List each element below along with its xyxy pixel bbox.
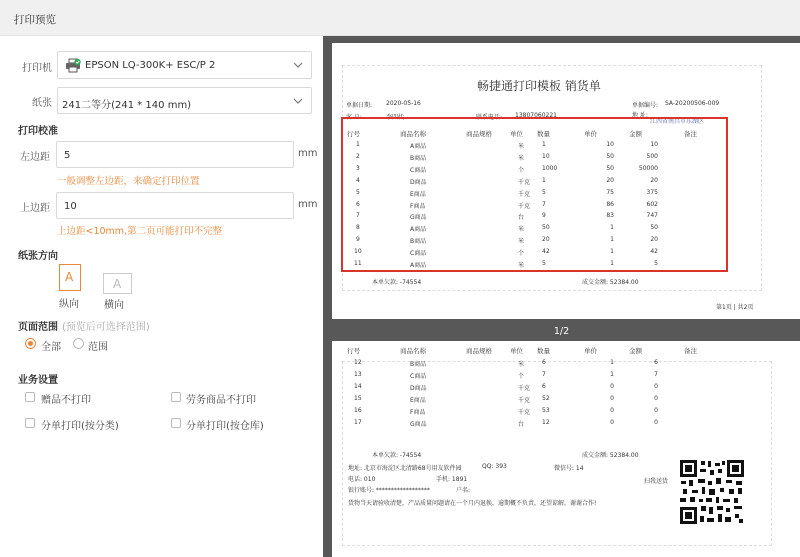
table-cell: 50 (606, 152, 614, 160)
table-cell: 5 (542, 188, 546, 196)
landscape-icon: A (113, 277, 122, 291)
table-cell: 75 (606, 188, 614, 196)
table-cell: 1 (610, 236, 614, 244)
p2-footer-debt: 本单欠款: -74554 (372, 452, 422, 459)
table-cell: 1 (542, 176, 546, 184)
table-cell: 375 (646, 188, 658, 196)
table-cell: 0 (610, 407, 614, 414)
window-title: 打印预览 (14, 14, 56, 26)
table-cell: B商品 (410, 361, 427, 368)
orientation-title: 纸张方向 (18, 251, 58, 262)
phone-label: 联系电话: (476, 114, 503, 121)
printer-icon (65, 58, 81, 76)
table-cell: 0 (610, 395, 614, 402)
printer-select[interactable] (57, 51, 312, 79)
table-header-cell: 数量 (537, 347, 550, 355)
qr-caption: 扫我送货 (644, 478, 669, 485)
table-cell: 1 (542, 141, 546, 148)
table-cell: 6 (542, 383, 546, 390)
table-cell: 1 (610, 248, 614, 256)
range-all-radio[interactable] (25, 338, 36, 349)
table-cell: 千克 (518, 385, 531, 392)
landscape-label: 横向 (104, 300, 124, 311)
left-margin-label: 左边距 (20, 152, 50, 163)
table-cell: 20 (606, 176, 614, 184)
table-cell: 20 (650, 176, 658, 184)
table-header-cell: 单价 (584, 130, 597, 138)
table-cell: 米 (518, 154, 525, 162)
table-cell: 台 (518, 421, 525, 428)
table-cell: 9 (356, 236, 360, 244)
chevron-down-icon (293, 60, 303, 70)
table-header-cell: 数量 (537, 130, 550, 138)
table-cell: 5 (356, 188, 360, 196)
opt-service-checkbox[interactable] (171, 392, 181, 402)
table-header-cell: 单价 (584, 347, 597, 355)
table-cell: 7 (542, 200, 546, 208)
table-cell: 米 (518, 238, 525, 246)
table-cell: 9 (542, 212, 546, 220)
calibration-title: 打印校准 (18, 126, 58, 137)
company-bank: 银行账号: ****************** (348, 487, 430, 494)
p1-footer-debt: 本单欠款: -74554 (372, 279, 422, 286)
table-cell: 747 (646, 212, 658, 220)
table-cell: 50 (542, 224, 550, 232)
table-cell: 52 (542, 395, 550, 402)
preview-page-2 (332, 341, 800, 557)
table-header-cell: 商品规格 (466, 347, 492, 355)
table-cell: 个 (518, 166, 525, 174)
page-range-title: 页面范围 (18, 322, 58, 333)
top-margin-unit: mm (298, 199, 318, 210)
table-header-cell: 商品规格 (466, 130, 492, 138)
table-cell: 2 (356, 152, 360, 160)
table-cell: 0 (610, 383, 614, 390)
table-cell: 10 (650, 141, 658, 148)
paper-select[interactable] (57, 87, 312, 114)
left-margin-unit: mm (298, 148, 318, 159)
table-cell: D商品 (410, 178, 427, 186)
company-account-name: 户名: (456, 487, 471, 494)
table-cell: 42 (542, 248, 550, 256)
table-header-cell: 金额 (629, 130, 642, 138)
table-header-cell: 行号 (347, 130, 360, 138)
table-cell: E商品 (410, 397, 426, 404)
table-cell: 3 (356, 164, 360, 172)
table-cell: 10 (542, 152, 550, 160)
table-cell: 7 (542, 371, 546, 378)
table-cell: 0 (654, 383, 658, 390)
table-cell: C商品 (410, 166, 427, 174)
page-indicator: 1/2 (553, 326, 570, 337)
left-margin-value: 5 (64, 150, 71, 161)
qr-code-icon (678, 458, 746, 526)
table-cell: 83 (606, 212, 614, 220)
table-cell: 8 (356, 224, 360, 232)
opt-split-category-label: 分单打印(按分类) (41, 421, 119, 432)
table-header-cell: 备注 (684, 347, 697, 355)
table-cell: 个 (518, 373, 525, 380)
table-cell: 千克 (518, 190, 531, 198)
table-cell: 602 (646, 200, 658, 208)
table-cell: 50 (606, 164, 614, 172)
opt-gift-checkbox[interactable] (25, 392, 35, 402)
table-cell: 16 (354, 407, 362, 414)
table-cell: G商品 (410, 214, 427, 222)
preview-panel (323, 36, 800, 557)
table-cell: 6 (542, 359, 546, 366)
table-cell: 0 (654, 407, 658, 414)
table-header-cell: 行号 (347, 347, 360, 355)
table-header-cell: 单位 (510, 130, 523, 138)
table-cell: 5 (542, 260, 546, 267)
table-cell: 7 (356, 212, 360, 220)
table-cell: 42 (650, 248, 658, 256)
table-cell: 6 (654, 359, 658, 366)
range-custom-label: 范围 (88, 342, 108, 353)
table-cell: 53 (542, 407, 550, 414)
table-cell: C商品 (410, 250, 427, 258)
table-header-cell: 备注 (684, 130, 697, 138)
top-margin-value: 10 (64, 201, 77, 212)
company-mobile: 手机: 1891 (436, 476, 468, 483)
notice-text: 货物当天请验收清楚，产品质量问题请在一个月内退换，逾期概不负责，还望谅解，谢谢合作! (348, 500, 597, 507)
table-cell: A商品 (410, 262, 427, 269)
p2-footer-amount: 成交金额: 52384.00 (582, 452, 639, 459)
table-cell: 12 (354, 359, 362, 366)
landscape-option[interactable] (103, 273, 132, 294)
table-cell: B商品 (410, 154, 427, 162)
table-cell: 11 (354, 260, 362, 267)
table-cell: B商品 (410, 238, 427, 246)
table-cell: 500 (646, 152, 658, 160)
portrait-label: 纵向 (59, 299, 79, 310)
table-cell: 12 (542, 419, 550, 426)
table-cell: 千克 (518, 409, 531, 416)
opt-split-category-checkbox[interactable] (25, 418, 35, 428)
portrait-icon: A (65, 270, 74, 284)
table-cell: 7 (654, 371, 658, 378)
company-phone: 电话: 010 (348, 476, 376, 483)
chevron-down-icon (293, 96, 303, 106)
phone-value: 13807060221 (515, 112, 557, 119)
table-cell: F商品 (410, 202, 426, 210)
table-cell: 1 (610, 224, 614, 232)
table-cell: 0 (610, 419, 614, 426)
table-cell: 个 (518, 250, 525, 258)
table-cell: 5 (654, 260, 658, 267)
left-margin-hint: 一般调整左边距，来确定打印位置 (57, 176, 200, 187)
customer-value: 李四代 (386, 114, 405, 121)
table-cell: 20 (650, 236, 658, 244)
paper-value: 241二等分(241 * 140 mm) (62, 100, 192, 111)
table-header-cell: 商品名称 (400, 347, 426, 355)
table-cell: 米 (518, 262, 525, 269)
table-cell: 6 (356, 200, 360, 208)
table-cell: D商品 (410, 385, 427, 392)
table-cell: 1 (356, 141, 360, 148)
p1-footer-amount: 成交金额: 52384.00 (582, 279, 639, 286)
table-cell: 17 (354, 419, 362, 426)
company-qq: QQ: 393 (482, 463, 507, 470)
number-label: 单据编号: (632, 102, 659, 109)
settings-panel (0, 36, 323, 557)
table-cell: 米 (518, 361, 525, 368)
title-bar (0, 0, 800, 36)
number-value: SA-20200506-009 (665, 100, 720, 107)
table-cell: 千克 (518, 397, 531, 404)
table-cell: 50000 (638, 164, 658, 172)
table-cell: 13 (354, 371, 362, 378)
top-margin-label: 上边距 (20, 203, 50, 214)
table-header-cell: 单位 (510, 347, 523, 355)
table-cell: G商品 (410, 421, 427, 428)
company-address: 地址: 北京市海淀区北清路68号用友软件园 (348, 465, 462, 472)
range-custom-radio[interactable] (73, 338, 84, 349)
table-cell: 0 (654, 395, 658, 402)
table-cell: 15 (354, 395, 362, 402)
company-wechat: 微信号: 14 (554, 465, 584, 472)
table-cell: 4 (356, 176, 360, 184)
opt-gift-label: 赠品不打印 (41, 395, 91, 406)
table-cell: 1 (610, 371, 614, 378)
table-cell: 千克 (518, 178, 531, 186)
portrait-option[interactable] (59, 264, 81, 291)
table-cell: 1 (610, 359, 614, 366)
table-cell: 86 (606, 200, 614, 208)
page-range-hint: (预览后可选择范围) (62, 322, 150, 333)
table-cell: 台 (518, 214, 525, 222)
doc-title: 畅捷通打印模板 销货单 (477, 79, 601, 93)
preview-page-1 (332, 43, 800, 319)
opt-service-label: 劳务商品不打印 (186, 395, 256, 406)
table-cell: 千克 (518, 202, 531, 210)
left-margin-input[interactable] (56, 141, 294, 168)
table-cell: 1 (610, 260, 614, 267)
date-value: 2020-05-16 (386, 100, 421, 107)
table-cell: A商品 (410, 143, 427, 150)
table-cell: 米 (518, 143, 525, 150)
table-cell: 10 (354, 248, 362, 256)
table-cell: 0 (654, 419, 658, 426)
printer-label: 打印机 (22, 63, 52, 74)
table-cell: 14 (354, 383, 362, 390)
address-label: 地 址: (632, 112, 648, 119)
printer-value: EPSON LQ-300K+ ESC/P 2 (85, 60, 216, 71)
address-value: 江西省南昌市东湖区 (650, 118, 705, 125)
table-header-cell: 金额 (629, 347, 642, 355)
paper-label: 纸张 (32, 98, 52, 109)
table-cell: E商品 (410, 190, 426, 198)
opt-split-warehouse-checkbox[interactable] (171, 418, 181, 428)
table-cell: 米 (518, 226, 525, 234)
page-footer: 第1页 | 共2页 (716, 304, 754, 311)
table-cell: 20 (542, 236, 550, 244)
table-cell: A商品 (410, 226, 427, 234)
table-cell: 50 (650, 224, 658, 232)
date-label: 单据日期: (346, 102, 373, 109)
table-cell: F商品 (410, 409, 426, 416)
range-all-label: 全部 (41, 342, 61, 353)
opt-split-warehouse-label: 分单打印(按仓库) (186, 421, 264, 432)
business-title: 业务设置 (18, 375, 58, 386)
table-cell: 10 (606, 141, 614, 148)
top-margin-hint: 上边距<10mm,第二页可能打印不完整 (57, 226, 223, 237)
top-margin-input[interactable] (56, 192, 294, 219)
table-cell: 1000 (542, 164, 558, 172)
table-cell: C商品 (410, 373, 427, 380)
customer-label: 客 户: (346, 114, 362, 121)
table-highlight-box (341, 117, 728, 272)
table-header-cell: 商品名称 (400, 130, 426, 138)
